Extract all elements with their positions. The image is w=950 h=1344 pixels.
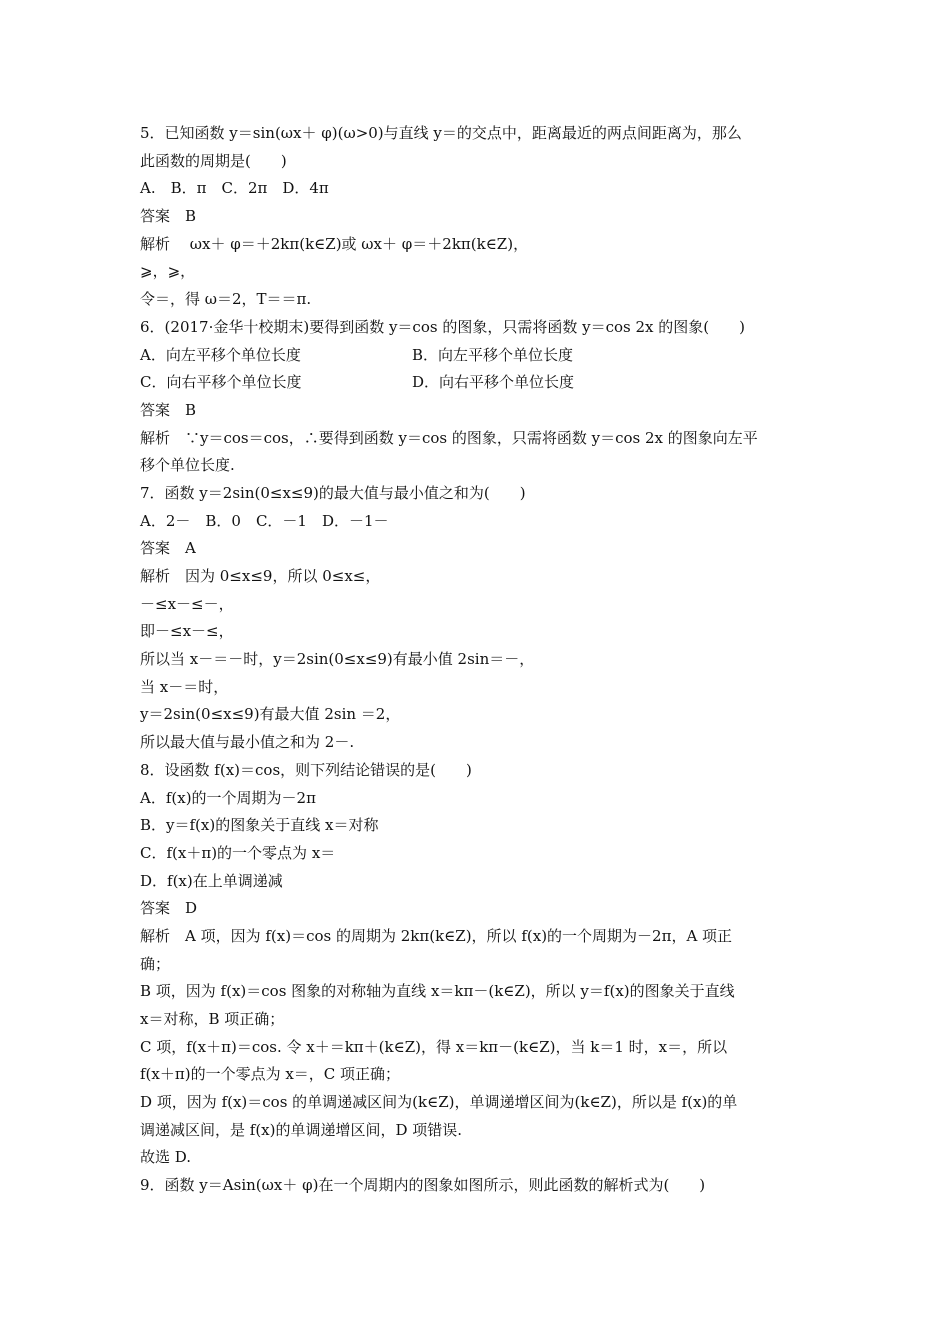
text-line: A. B．π C．2π D．4π [140, 179, 329, 198]
text-line: 当 x－＝时， [140, 677, 229, 696]
text-line: D．f(x)在上单调递减 [140, 871, 283, 890]
text-line: 答案 A [140, 539, 196, 558]
text-line: D 项，因为 f(x)＝cos 的单调递减区间为(k∈Z)，单调递增区间为(k∈Z)，所以是 f(x)的单 [140, 1093, 738, 1112]
option-a: A．向左平移个单位长度 [140, 345, 301, 364]
text-line: y＝2sin(0≤x≤9)有最大值 2sin ＝2， [140, 705, 401, 724]
text-line: 确； [140, 954, 171, 973]
text-line: 答案 B [140, 400, 197, 419]
text-line: 此函数的周期是( ) [140, 151, 287, 170]
text-line: 调递减区间，是 f(x)的单调递增区间，D 项错误. [140, 1120, 463, 1139]
text-line: 答案 D [140, 899, 198, 918]
document-body [140, 120, 820, 1200]
text-line: B 项，因为 f(x)＝cos 图象的对称轴为直线 x＝kπ－(k∈Z)，所以 y＝f(x)的图象关于直线 [140, 982, 735, 1001]
text-line: 5．已知函数 y＝sin(ωx＋ φ)(ω>0)与直线 y＝的交点中，距离最近的两点间距离为，那么 [140, 124, 742, 142]
text-line: A．2－ B．0 C．－1 D．－1－ [140, 511, 389, 530]
text-line: 解析 A 项，因为 f(x)＝cos 的周期为 2kπ(k∈Z)，所以 f(x)的一个周期为－2π，A 项正 [140, 926, 733, 945]
text-line: ⩾，⩾， [140, 262, 196, 281]
text-line: B．y＝f(x)的图象关于直线 x＝对称 [140, 816, 379, 835]
text-line: C 项，f(x＋π)＝cos. 令 x＋＝kπ＋(k∈Z)，得 x＝kπ－(k∈Z)，当 k＝1 时，x＝，所以 [140, 1037, 728, 1056]
text-line: C．f(x＋π)的一个零点为 x＝ [140, 843, 336, 862]
option-c: C．向右平移个单位长度 [140, 373, 302, 392]
text-line: 故选 D. [140, 1148, 192, 1167]
option-row [140, 369, 820, 397]
text-line: 解析 因为 0≤x≤9，所以 0≤x≤， [140, 567, 381, 585]
option-b: B．向左平移个单位长度 [412, 345, 574, 364]
option-d: D．向右平移个单位长度 [412, 373, 575, 392]
text-line: 8．设函数 f(x)＝cos，则下列结论错误的是( ) [140, 760, 472, 779]
text-line: 所以当 x－＝－时，y＝2sin(0≤x≤9)有最小值 2sin＝－， [140, 650, 535, 669]
text-line: 答案 B [140, 207, 197, 226]
text-line: 即－≤x－≤， [140, 622, 234, 641]
text-line: A．f(x)的一个周期为－2π [140, 788, 316, 807]
text-line: 令＝，得 ω＝2，T＝＝π. [140, 290, 312, 309]
text-line: 移个单位长度. [140, 456, 235, 475]
text-line: f(x＋π)的一个零点为 x＝，C 项正确； [140, 1065, 401, 1084]
text-line: －≤x－≤－， [140, 594, 234, 613]
text-line: 9．函数 y＝Asin(ωx＋ φ)在一个周期内的图象如图所示，则此函数的解析式为( ) [140, 1176, 706, 1195]
text-line: 解析 ωx＋ φ＝＋2kπ(k∈Z)或 ωx＋ φ＝＋2kπ(k∈Z)， [140, 234, 529, 253]
text-line: 7．函数 y＝2sin(0≤x≤9)的最大值与最小值之和为( ) [140, 483, 526, 502]
text-line: 6．(2017·金华十校期末)要得到函数 y＝cos 的图象，只需将函数 y＝cos 2x 的图象( ) [140, 317, 745, 336]
option-row [140, 342, 820, 370]
text-line: 解析 ∵y＝cos＝cos，∴要得到函数 y＝cos 的图象，只需将函数 y＝cos 2x 的图象向左平 [140, 428, 758, 447]
text-line: x＝对称，B 项正确； [140, 1010, 285, 1028]
text-line: 所以最大值与最小值之和为 2－. [140, 733, 355, 752]
